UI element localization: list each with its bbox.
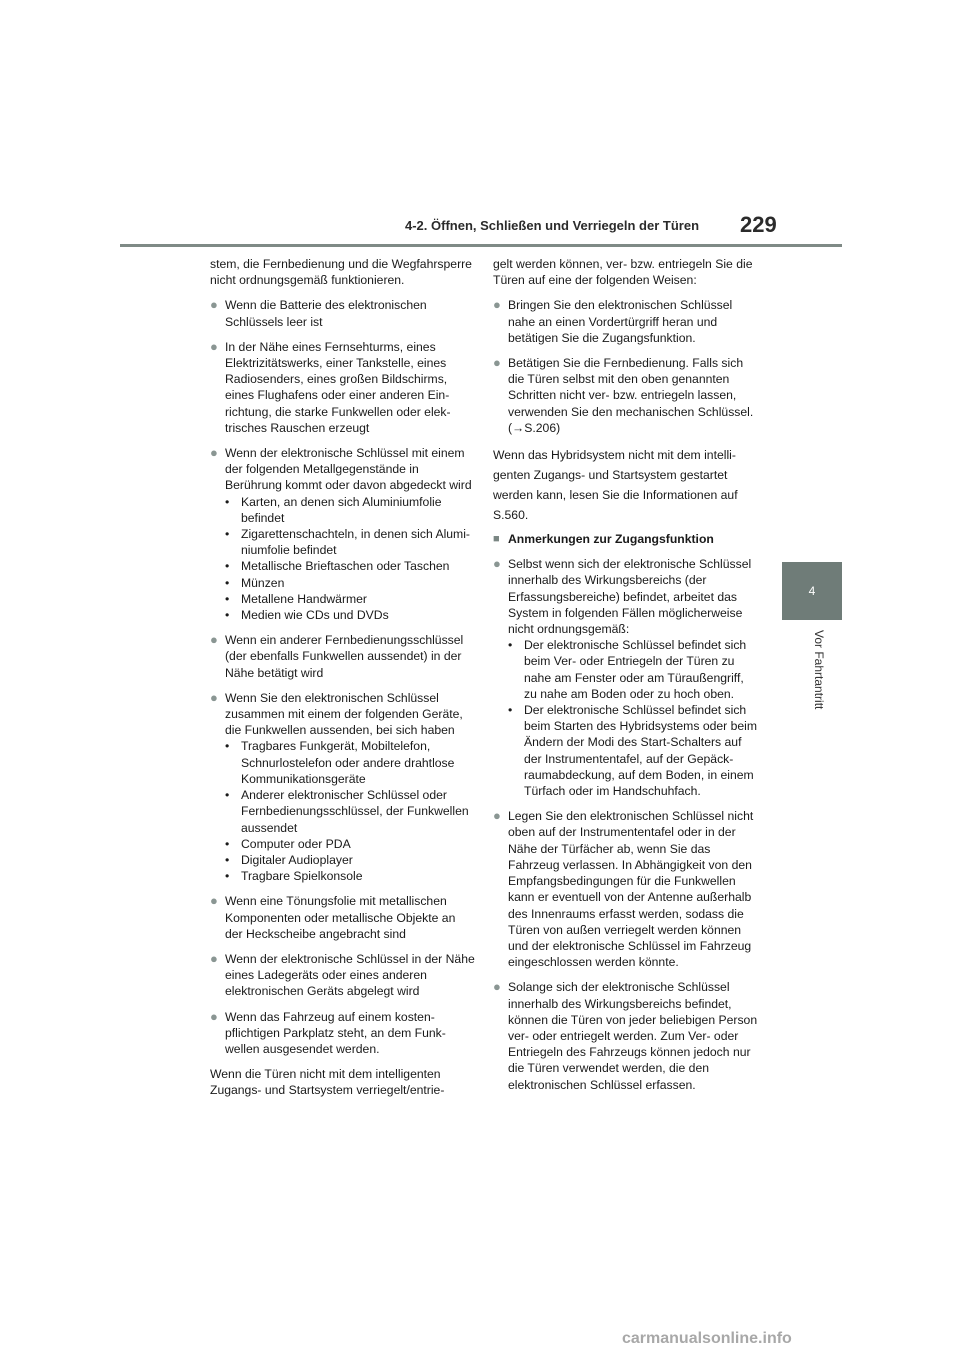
- list-item: [493, 808, 758, 970]
- list-item: [210, 1009, 475, 1058]
- bullet-icon: ●: [493, 297, 501, 313]
- sub-item-text: Computer oder PDA: [241, 836, 351, 851]
- left-column: [210, 256, 475, 1099]
- bullet-icon: ●: [210, 632, 218, 648]
- sub-item-text: Tragbares Funkgerät, Mobiltelefon, Schnurlostelefon oder andere drahtlose Kommunikationsgeräte: [241, 739, 455, 786]
- sub-item-text: Metallische Brieftaschen oder Taschen: [241, 559, 450, 574]
- sub-item-text: Tragbare Spielkonsole: [241, 869, 363, 884]
- list-item: [493, 297, 758, 346]
- sub-item: • Tragbare Spielkonsole: [225, 868, 475, 884]
- list-item: [210, 297, 475, 329]
- sub-item-text: Der elektronische Schlüssel befindet sich beim Ver- oder Entriegeln der Türen zu nahe am Fenster oder am Türaußengriff, zu nahe am Boden oder zu hoch oben.: [524, 638, 747, 701]
- sub-item-text: Zigarettenschachteln, in denen sich Aluminiumfolie befindet: [241, 527, 470, 558]
- bullet-icon: ●: [210, 950, 218, 966]
- sub-item: • Münzen: [225, 575, 475, 591]
- sub-item: • Der elektronische Schlüssel befindet sich beim Ver- oder Entriegeln der Türen zu nahe am Fenster oder am Türaußengriff, zu nahe am Boden oder zu hoch oben.: [508, 637, 758, 702]
- chapter-number: 4: [808, 584, 816, 598]
- sub-item: • Metallene Handwärmer: [225, 591, 475, 607]
- intro-text: gelt werden können, ver- bzw. entriegeln Sie die Türen auf eine der folgenden Weisen:: [493, 257, 753, 288]
- list-item: [493, 355, 758, 436]
- list-item-text: Wenn die Batterie des elektronischen Schlüssels leer ist: [225, 298, 427, 329]
- list-item-text: Wenn Sie den elektronischen Schlüssel zusammen mit einem der folgenden Geräte, die Funkwellen aussenden, bei sich haben: [225, 690, 463, 738]
- bullet-icon: ●: [210, 689, 218, 705]
- watermark: carmanualsonline.info: [622, 1330, 792, 1347]
- list-item-text: Legen Sie den elektronischen Schlüssel nicht oben auf der Instrumententafel oder in der Nähe der Türfächer ab, wenn Sie das Fahrzeug verlassen. In Abhängigkeit von den Empfangsbedingungen für die Funkwellen kann er eventuell von der Antenne außerhalb des Innenraums erfasst werden, sodass die Türen von außen verriegelt werden können und der elektronische Schlüssel im Fahrzeug eingeschlossen werden könnte.: [508, 809, 754, 970]
- bullet-icon: ●: [210, 893, 218, 909]
- sub-item: • Zigarettenschachteln, in denen sich Aluminiumfolie befindet: [225, 526, 475, 558]
- bullet-icon: ●: [210, 338, 218, 354]
- bullet-icon: ●: [493, 355, 501, 371]
- sub-item-text: Digitaler Audioplayer: [241, 852, 353, 867]
- list-item-text: In der Nähe eines Fernsehturms, eines Elektrizitätswerks, einer Tankstelle, eines Radiosenders, eines großen Bildschirms, eines Flughafens oder einer anderen Einrichtung, die starke Funkwellen oder elektrisches Rauschen erzeugt: [225, 339, 451, 435]
- sub-item: • Tragbares Funkgerät, Mobiltelefon, Schnurlostelefon oder andere drahtlose Kommunikationsgeräte: [225, 738, 475, 787]
- sub-item-text: Der elektronische Schlüssel befindet sich beim Starten des Hybridsystems oder beim Ändern der Modi des Start-Schalters auf der Instrumententafel, auf der Gepäckraumabdeckung, auf dem Boden, in einem Türfach oder im Handschuhfach.: [524, 703, 758, 799]
- list-item: [493, 979, 758, 1092]
- list-item-text: Wenn ein anderer Fernbedienungsschlüssel (der ebenfalls Funkwellen aussendet) in der Nähe betätigt wird: [225, 633, 464, 680]
- list-item-text: Wenn der elektronische Schlüssel mit einem der folgenden Metallgegenstände in Berührung kommt oder davon abgedeckt wird: [225, 446, 472, 493]
- intro-text: stem, die Fernbedienung und die Wegfahrsperre nicht ordnungsgemäß funktionieren.: [210, 257, 472, 288]
- bullet-icon: ●: [210, 445, 218, 461]
- bullet-icon: ●: [210, 297, 218, 313]
- hybrid-note: Wenn das Hybridsystem nicht mit dem intelligenten Zugangs- und Startsystem gestartet werden kann, lesen Sie die Informationen auf S.560.: [493, 448, 738, 523]
- sub-item-text: Medien wie CDs und DVDs: [241, 608, 389, 623]
- list-item-text: Solange sich der elektronische Schlüssel innerhalb des Wirkungsbereichs befindet, können die Türen von jeder beliebigen Person ver- oder entriegelt werden. Zum Ver- oder Entriegeln des Fahrzeugs können jedoch nur die Türen verwendet werden, die den elektronischen Schlüssel erfassen.: [508, 980, 758, 1092]
- header-divider: [120, 244, 842, 247]
- list-item-text: Bringen Sie den elektronischen Schlüssel nahe an einen Vordertürgriff heran und betätigen Sie die Zugangsfunktion.: [508, 298, 733, 345]
- list-item: [210, 690, 475, 884]
- list-item-text: Wenn das Fahrzeug auf einem kostenpflichtigen Parkplatz steht, an dem Funkwellen ausgesendet werden.: [225, 1009, 446, 1056]
- sub-item: • Medien wie CDs und DVDs: [225, 607, 475, 623]
- list-item-text: Wenn der elektronische Schlüssel in der Nähe eines Ladegeräts oder eines anderen elektronischen Geräts abgelegt wird: [225, 951, 475, 999]
- sub-item: • Karten, an denen sich Aluminiumfolie befindet: [225, 494, 475, 526]
- sub-item: • Computer oder PDA: [225, 836, 475, 852]
- list-item-text: Selbst wenn sich der elektronische Schlüssel innerhalb des Wirkungsbereichs (der Erfassungsbereiche) befindet, arbeitet das System in folgenden Fällen möglicherweise nicht ordnungsgemäß:: [508, 557, 752, 637]
- bullet-icon: ●: [493, 979, 501, 995]
- sub-item-text: Münzen: [241, 575, 285, 590]
- sub-item-text: Metallene Handwärmer: [241, 591, 367, 606]
- list-item: [493, 556, 758, 799]
- notes-heading-row: [493, 531, 758, 547]
- list-item-text: Betätigen Sie die Fernbedienung. Falls sich die Türen selbst mit den oben genannten Schritten nicht ver- bzw. entriegeln lassen, verwenden Sie den mechanischen Schlüssel. (→S.206): [508, 356, 754, 435]
- outro-text: Wenn die Türen nicht mit dem intelligenten Zugangs- und Startsystem verriegelt/entrie-: [210, 1067, 445, 1098]
- right-column: [493, 256, 758, 1102]
- list-item: [210, 445, 475, 623]
- page-number: 229: [740, 212, 777, 237]
- list-item-text: Wenn eine Tönungsfolie mit metallischen Komponenten oder metallische Objekte an der Heckscheibe angebracht sind: [225, 894, 456, 941]
- sub-item: • Der elektronische Schlüssel befindet sich beim Starten des Hybridsystems oder beim Ändern der Modi des Start-Schalters auf der Instrumententafel, auf der Gepäckraumabdeckung, auf dem Boden, in einem Türfach oder im Handschuhfach.: [508, 703, 758, 799]
- bullet-icon: ●: [493, 556, 501, 572]
- section-title: 4-2. Öffnen, Schließen und Verriegeln der Türen: [405, 218, 700, 233]
- bullet-icon: ●: [210, 1008, 218, 1024]
- list-item: [210, 893, 475, 942]
- bullet-icon: ●: [493, 808, 501, 824]
- sub-item: • Digitaler Audioplayer: [225, 852, 475, 868]
- square-bullet-icon: ■: [493, 533, 500, 546]
- sub-item: • Metallische Brieftaschen oder Taschen: [225, 558, 475, 574]
- list-item: [210, 951, 475, 1000]
- list-item: [210, 632, 475, 681]
- notes-heading: Anmerkungen zur Zugangsfunktion: [508, 532, 714, 547]
- sub-item-text: Karten, an denen sich Aluminiumfolie befindet: [241, 494, 442, 525]
- list-item: [210, 339, 475, 436]
- sub-item: • Anderer elektronischer Schlüssel oder Fernbedienungsschlüssel, der Funkwellen aussendet: [225, 787, 475, 836]
- chapter-label: Vor Fahrtantritt: [812, 630, 826, 710]
- sub-item-text: Anderer elektronischer Schlüssel oder Fernbedienungsschlüssel, der Funkwellen aussendet: [241, 788, 469, 835]
